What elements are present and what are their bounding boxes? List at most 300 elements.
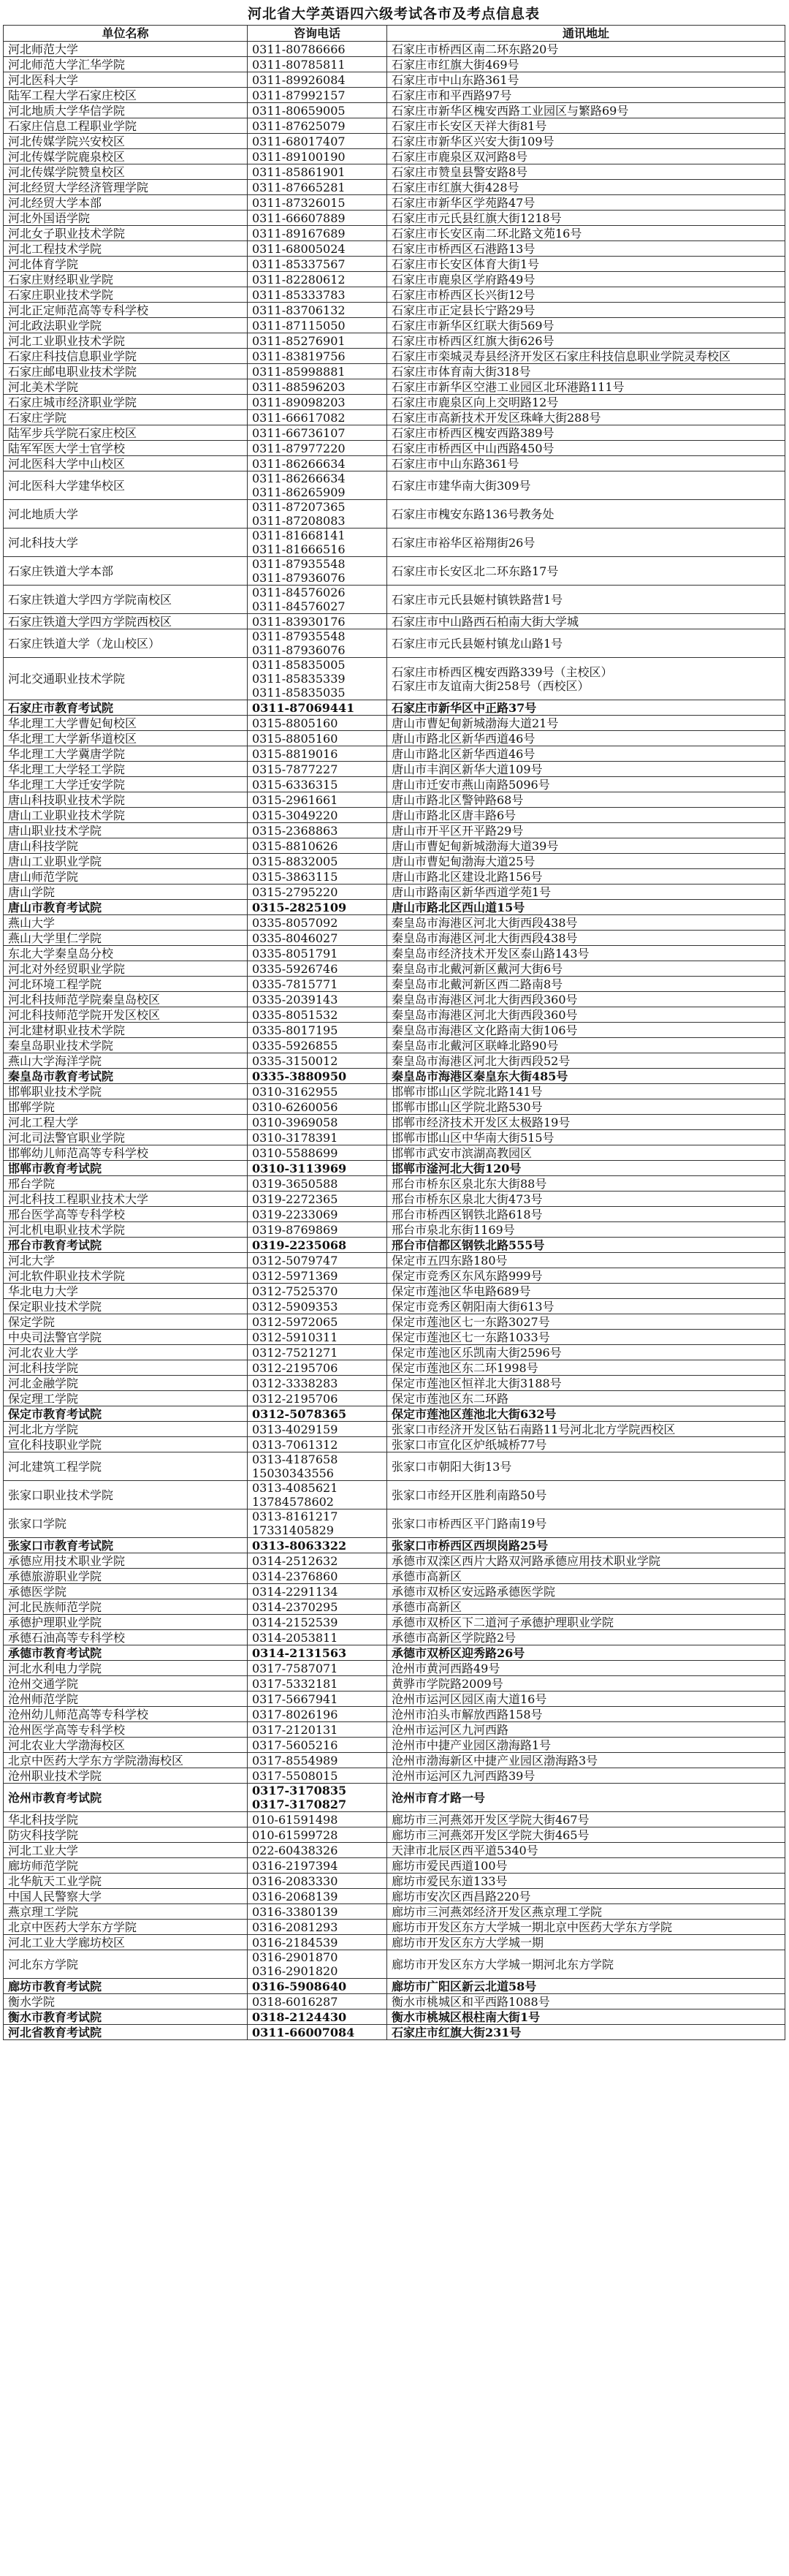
cell-address: 天津市北辰区西平道5340号 <box>387 1843 785 1858</box>
sheet-title: 河北省大学英语四六级考试各市及考点信息表 <box>247 6 540 22</box>
table-row <box>4 1738 785 1753</box>
cell-address: 承德市双桥区迎秀路26号 <box>387 1645 785 1661</box>
cell-phone: 0319-2233069 <box>248 1207 387 1222</box>
cell-unit-name: 河北女子职业技术学院 <box>4 226 248 241</box>
cell-unit-name: 廊坊市教育考试院 <box>4 1979 248 1994</box>
cell-phone: 0311-89926084 <box>248 72 387 88</box>
table-row <box>4 1615 785 1630</box>
table-row <box>4 900 785 915</box>
cell-unit-name: 承德医学院 <box>4 1584 248 1599</box>
cell-address: 唐山市曹妃甸渤海大道25号 <box>387 854 785 869</box>
cell-phone: 0311-89167689 <box>248 226 387 241</box>
cell-phone: 0317-8554989 <box>248 1753 387 1768</box>
cell-phone: 0315-2368863 <box>248 823 387 838</box>
cell-phone: 0310-3178391 <box>248 1130 387 1145</box>
cell-unit-name: 河北经贸大学经济管理学院 <box>4 180 248 195</box>
cell-unit-name: 河北科技师范学院开发区校区 <box>4 1007 248 1023</box>
cell-address: 石家庄市高新技术开发区珠峰大街288号 <box>387 410 785 425</box>
cell-phone: 0311-85998881 <box>248 364 387 379</box>
cell-phone: 0311-85333783 <box>248 287 387 303</box>
table-row <box>4 164 785 180</box>
cell-phone: 0310-5588699 <box>248 1145 387 1161</box>
cell-unit-name: 沧州幼儿师范高等专科学校 <box>4 1707 248 1722</box>
table-row <box>4 557 785 586</box>
cell-unit-name: 石家庄信息工程职业学院 <box>4 118 248 134</box>
cell-phone: 0317-5667941 <box>248 1692 387 1707</box>
cell-phone: 0315-8810626 <box>248 838 387 854</box>
cell-address: 沧州市中捷产业园区渤海路1号 <box>387 1738 785 1753</box>
table-row <box>4 1130 785 1145</box>
table-row <box>4 1406 785 1422</box>
cell-unit-name: 邯郸幼儿师范高等专科学校 <box>4 1145 248 1161</box>
cell-unit-name: 河北医科大学中山校区 <box>4 456 248 471</box>
cell-unit-name: 河北软件职业技术学院 <box>4 1268 248 1284</box>
cell-unit-name: 唐山学院 <box>4 884 248 900</box>
cell-unit-name: 河北科技学院 <box>4 1360 248 1376</box>
cell-unit-name: 衡水学院 <box>4 1994 248 2009</box>
table-row <box>4 303 785 318</box>
table-row <box>4 1722 785 1738</box>
table-row <box>4 1238 785 1253</box>
table-row <box>4 854 785 869</box>
cell-unit-name: 河北农业大学渤海校区 <box>4 1738 248 1753</box>
table-row <box>4 762 785 777</box>
cell-unit-name: 张家口职业技术学院 <box>4 1481 248 1509</box>
table-row <box>4 1437 785 1452</box>
cell-unit-name: 华北理工大学冀唐学院 <box>4 746 248 762</box>
table-row <box>4 884 785 900</box>
cell-phone-line: 0311-81666516 <box>252 542 346 556</box>
cell-phone: 0314-2370295 <box>248 1599 387 1615</box>
cell-unit-name: 河北政法职业学院 <box>4 318 248 333</box>
table-row <box>4 1904 785 1920</box>
cell-address: 秦皇岛市北戴河新区戴河大街6号 <box>387 961 785 977</box>
cell-phone: 0311-87069441 <box>248 700 387 716</box>
cell-address: 石家庄市栾城灵寿县经济开发区石家庄科技信息职业学院灵寿校区 <box>387 349 785 364</box>
cell-phone-line: 0311-86266634 <box>252 471 346 485</box>
table-row <box>4 180 785 195</box>
cell-phone <box>248 500 387 529</box>
cell-unit-name: 邢台市教育考试院 <box>4 1238 248 1253</box>
cell-phone: 0315-8805160 <box>248 716 387 731</box>
cell-phone: 0310-3162955 <box>248 1084 387 1099</box>
cell-address: 石家庄市裕华区裕翔街26号 <box>387 529 785 557</box>
cell-address: 石家庄市长安区体育大街1号 <box>387 257 785 272</box>
table-row <box>4 57 785 72</box>
cell-phone: 0315-8819016 <box>248 746 387 762</box>
cell-address: 邢台市信都区钢铁北路555号 <box>387 1238 785 1253</box>
cell-phone: 0317-5508015 <box>248 1768 387 1784</box>
cell-address: 石家庄市元氏县姬村镇铁路营1号 <box>387 586 785 614</box>
table-row <box>4 529 785 557</box>
cell-phone: 0335-5926855 <box>248 1038 387 1053</box>
cell-phone: 0311-85276901 <box>248 333 387 349</box>
cell-phone-line: 0311-87208083 <box>252 514 346 528</box>
cell-address: 廊坊市安次区西昌路220号 <box>387 1889 785 1904</box>
table-row <box>4 1768 785 1784</box>
cell-address: 邯郸市经济技术开发区太极路19号 <box>387 1115 785 1130</box>
cell-phone: 0319-3650588 <box>248 1176 387 1192</box>
cell-phone-line: 0311-87935548 <box>252 557 346 571</box>
cell-unit-name: 燕山大学 <box>4 915 248 931</box>
cell-unit-name: 沧州交通学院 <box>4 1676 248 1692</box>
cell-unit-name: 河北正定师范高等专科学校 <box>4 303 248 318</box>
cell-unit-name: 河北外国语学院 <box>4 211 248 226</box>
table-row <box>4 1253 785 1268</box>
cell-phone: 0311-68017407 <box>248 134 387 149</box>
table-row <box>4 1284 785 1299</box>
cell-address: 保定市竞秀区朝阳南大街613号 <box>387 1299 785 1314</box>
table-row <box>4 364 785 379</box>
cell-address: 沧州市渤海新区中捷产业园区渤海路3号 <box>387 1753 785 1768</box>
cell-unit-name: 河北大学 <box>4 1253 248 1268</box>
cell-phone: 0317-8026196 <box>248 1707 387 1722</box>
cell-phone <box>248 1481 387 1509</box>
table-row <box>4 1538 785 1553</box>
cell-phone: 0314-2291134 <box>248 1584 387 1599</box>
cell-phone: 0335-8017195 <box>248 1023 387 1038</box>
cell-address: 沧州市运河区九河西路39号 <box>387 1768 785 1784</box>
cell-address: 秦皇岛市海港区河北大街西段438号 <box>387 931 785 946</box>
table-row <box>4 946 785 961</box>
cell-unit-name: 沧州医学高等专科学校 <box>4 1722 248 1738</box>
cell-address: 石家庄市鹿泉区双河路8号 <box>387 149 785 164</box>
table-row <box>4 1979 785 1994</box>
table-row <box>4 792 785 808</box>
cell-unit-name: 北京中医药大学东方学院渤海校区 <box>4 1753 248 1768</box>
table-row <box>4 1345 785 1360</box>
cell-unit-name: 华北理工大学轻工学院 <box>4 762 248 777</box>
table-row <box>4 1599 785 1615</box>
cell-phone-line: 15030343556 <box>252 1466 334 1480</box>
table-row <box>4 500 785 529</box>
cell-address: 石家庄市新华区兴安大街109号 <box>387 134 785 149</box>
table-row <box>4 731 785 746</box>
cell-address: 张家口市桥西区平门路南19号 <box>387 1509 785 1538</box>
cell-unit-name: 燕山大学里仁学院 <box>4 931 248 946</box>
cell-phone: 0310-3969058 <box>248 1115 387 1130</box>
cell-unit-name: 唐山科技学院 <box>4 838 248 854</box>
cell-unit-name: 唐山师范学院 <box>4 869 248 884</box>
cell-unit-name: 石家庄城市经济职业学院 <box>4 395 248 410</box>
cell-phone: 0315-3863115 <box>248 869 387 884</box>
cell-unit-name: 河北传媒学院兴安校区 <box>4 134 248 149</box>
table-row <box>4 425 785 441</box>
table-row <box>4 1569 785 1584</box>
cell-phone: 0312-5078365 <box>248 1406 387 1422</box>
cell-unit-name: 河北工业大学 <box>4 1843 248 1858</box>
cell-address: 沧州市育才路一号 <box>387 1784 785 1812</box>
cell-phone: 0310-3113969 <box>248 1161 387 1176</box>
cell-address: 石家庄市元氏县红旗大街1218号 <box>387 211 785 226</box>
cell-phone: 0312-7521271 <box>248 1345 387 1360</box>
table-row <box>4 1645 785 1661</box>
cell-address: 张家口市桥西区西坝岗路25号 <box>387 1538 785 1553</box>
cell-address: 石家庄市长安区南二环北路文苑16号 <box>387 226 785 241</box>
header-phone: 咨询电话 <box>248 26 387 42</box>
cell-phone: 0312-5910311 <box>248 1330 387 1345</box>
cell-address: 廊坊市三河燕郊开发区学院大街467号 <box>387 1812 785 1827</box>
table-row <box>4 700 785 716</box>
cell-unit-name: 保定理工学院 <box>4 1391 248 1406</box>
cell-unit-name: 唐山职业技术学院 <box>4 823 248 838</box>
table-row <box>4 1874 785 1889</box>
cell-address: 邯郸市武安市滨湖高教园区 <box>387 1145 785 1161</box>
cell-unit-name: 保定市教育考试院 <box>4 1406 248 1422</box>
table-row <box>4 2009 785 2025</box>
table-row <box>4 1084 785 1099</box>
cell-phone: 0335-7815771 <box>248 977 387 992</box>
cell-address: 廊坊市三河燕郊经济开发区燕京理工学院 <box>387 1904 785 1920</box>
cell-unit-name: 东北大学秦皇岛分校 <box>4 946 248 961</box>
cell-phone: 0311-87665281 <box>248 180 387 195</box>
cell-unit-name: 河北建筑工程学院 <box>4 1452 248 1481</box>
cell-address: 沧州市泊头市解放西路158号 <box>387 1707 785 1722</box>
cell-address: 石家庄市鹿泉区向上交明路12号 <box>387 395 785 410</box>
table-row <box>4 272 785 287</box>
cell-address: 廊坊市开发区东方大学城一期北京中医药大学东方学院 <box>387 1920 785 1935</box>
cell-address: 石家庄市中山东路361号 <box>387 72 785 88</box>
cell-phone <box>248 629 387 658</box>
cell-address: 秦皇岛市海港区秦皇东大街485号 <box>387 1069 785 1084</box>
table-row <box>4 333 785 349</box>
cell-unit-name: 陆军步兵学院石家庄校区 <box>4 425 248 441</box>
cell-phone: 0311-82280612 <box>248 272 387 287</box>
cell-address: 邯郸市滏河北大街120号 <box>387 1161 785 1176</box>
table-row <box>4 658 785 700</box>
cell-unit-name: 张家口市教育考试院 <box>4 1538 248 1553</box>
cell-address: 承德市双桥区安远路承德医学院 <box>387 1584 785 1599</box>
cell-phone: 0335-3150012 <box>248 1053 387 1069</box>
cell-address: 秦皇岛市海港区河北大街西段52号 <box>387 1053 785 1069</box>
cell-unit-name: 承德旅游职业学院 <box>4 1569 248 1584</box>
cell-phone: 0312-5079747 <box>248 1253 387 1268</box>
cell-phone: 0316-2068139 <box>248 1889 387 1904</box>
cell-address: 秦皇岛市海港区河北大街西段360号 <box>387 992 785 1007</box>
table-row <box>4 1481 785 1509</box>
cell-address: 邯郸市邯山区学院北路141号 <box>387 1084 785 1099</box>
cell-phone: 0315-3049220 <box>248 808 387 823</box>
cell-unit-name: 防灾科技学院 <box>4 1827 248 1843</box>
cell-phone: 0317-2120131 <box>248 1722 387 1738</box>
cell-address: 廊坊市爱民西道100号 <box>387 1858 785 1874</box>
cell-unit-name: 河北民族师范学院 <box>4 1599 248 1615</box>
cell-unit-name: 邢台医学高等专科学校 <box>4 1207 248 1222</box>
table-row <box>4 1069 785 1084</box>
cell-phone: 0335-3880950 <box>248 1069 387 1084</box>
info-table-body <box>4 26 785 2040</box>
table-row <box>4 1176 785 1192</box>
table-row <box>4 1584 785 1599</box>
cell-unit-name: 华北理工大学新华道校区 <box>4 731 248 746</box>
table-row <box>4 1207 785 1222</box>
cell-phone: 0316-2184539 <box>248 1935 387 1950</box>
table-row <box>4 1314 785 1330</box>
table-row <box>4 1360 785 1376</box>
cell-address: 廊坊市开发区东方大学城一期 <box>387 1935 785 1950</box>
table-row <box>4 1920 785 1935</box>
cell-phone-line: 0313-8161217 <box>252 1509 338 1523</box>
cell-phone-line: 0311-85835339 <box>252 672 346 686</box>
cell-unit-name: 华北电力大学 <box>4 1284 248 1299</box>
cell-phone: 0311-89098203 <box>248 395 387 410</box>
table-row <box>4 1692 785 1707</box>
cell-address: 石家庄市槐安东路136号教务处 <box>387 500 785 529</box>
cell-phone <box>248 1452 387 1481</box>
table-row <box>4 1676 785 1692</box>
cell-phone: 0311-80786666 <box>248 42 387 57</box>
table-row <box>4 1812 785 1827</box>
cell-phone: 0319-2235068 <box>248 1238 387 1253</box>
cell-phone-line: 0311-85835005 <box>252 658 346 672</box>
cell-address: 保定市莲池区华电路689号 <box>387 1284 785 1299</box>
cell-unit-name: 河北地质大学华信学院 <box>4 103 248 118</box>
cell-unit-name: 河北环境工程学院 <box>4 977 248 992</box>
cell-phone: 0314-2512632 <box>248 1553 387 1569</box>
cell-unit-name: 承德应用技术职业学院 <box>4 1553 248 1569</box>
table-row <box>4 195 785 211</box>
cell-phone-line: 0316-2901820 <box>252 1964 338 1978</box>
cell-unit-name: 邯郸职业技术学院 <box>4 1084 248 1099</box>
cell-phone <box>248 1950 387 1979</box>
cell-phone: 0316-3380139 <box>248 1904 387 1920</box>
cell-address-line: 石家庄市友谊南大街258号（西校区） <box>392 678 590 693</box>
cell-unit-name: 河北体育学院 <box>4 257 248 272</box>
table-row <box>4 379 785 395</box>
table-row <box>4 241 785 257</box>
header-name: 单位名称 <box>4 26 248 42</box>
cell-phone: 0311-85861901 <box>248 164 387 180</box>
cell-phone: 0312-5972065 <box>248 1314 387 1330</box>
cell-phone <box>248 471 387 500</box>
cell-address: 衡水市桃城区根柱南大街1号 <box>387 2009 785 2025</box>
cell-unit-name: 石家庄邮电职业技术学院 <box>4 364 248 379</box>
cell-unit-name: 石家庄财经职业学院 <box>4 272 248 287</box>
table-row <box>4 118 785 134</box>
table-row <box>4 1038 785 1053</box>
cell-address: 石家庄市桥西区槐安西路389号 <box>387 425 785 441</box>
cell-unit-name: 石家庄职业技术学院 <box>4 287 248 303</box>
cell-phone: 0312-2195706 <box>248 1360 387 1376</box>
cell-phone: 0310-6260056 <box>248 1099 387 1115</box>
cell-phone: 0315-7877227 <box>248 762 387 777</box>
cell-phone: 0317-5605216 <box>248 1738 387 1753</box>
cell-unit-name: 廊坊师范学院 <box>4 1858 248 1874</box>
cell-address: 张家口市经济开发区钻石南路11号河北北方学院西校区 <box>387 1422 785 1437</box>
cell-phone: 0317-5332181 <box>248 1676 387 1692</box>
table-row <box>4 456 785 471</box>
cell-unit-name: 承德石油高等专科学校 <box>4 1630 248 1645</box>
table-row <box>4 226 785 241</box>
cell-address: 廊坊市爱民东道133号 <box>387 1874 785 1889</box>
table-row <box>4 1707 785 1722</box>
cell-address: 廊坊市三河燕郊开发区学院大街465号 <box>387 1827 785 1843</box>
cell-address: 张家口市经开区胜利南路50号 <box>387 1481 785 1509</box>
cell-address: 唐山市路北区警钟路68号 <box>387 792 785 808</box>
cell-unit-name: 河北北方学院 <box>4 1422 248 1437</box>
cell-address: 保定市莲池区乐凯南大街2596号 <box>387 1345 785 1360</box>
cell-address: 沧州市运河区九河西路 <box>387 1722 785 1738</box>
cell-address: 廊坊市开发区东方大学城一期河北东方学院 <box>387 1950 785 1979</box>
cell-address: 保定市莲池区七一东路1033号 <box>387 1330 785 1345</box>
cell-phone: 0314-2053811 <box>248 1630 387 1645</box>
table-row <box>4 1192 785 1207</box>
table-row <box>4 1553 785 1569</box>
table-row <box>4 1753 785 1768</box>
cell-phone: 0335-8046027 <box>248 931 387 946</box>
table-row <box>4 931 785 946</box>
cell-unit-name: 河北农业大学 <box>4 1345 248 1360</box>
cell-phone: 0311-66617082 <box>248 410 387 425</box>
cell-unit-name: 唐山工业职业技术学院 <box>4 808 248 823</box>
cell-address: 保定市莲池区东二环1998号 <box>387 1360 785 1376</box>
cell-phone: 0318-2124430 <box>248 2009 387 2025</box>
table-row <box>4 1843 785 1858</box>
cell-phone: 0311-83706132 <box>248 303 387 318</box>
cell-unit-name: 秦皇岛市教育考试院 <box>4 1069 248 1084</box>
cell-unit-name: 石家庄学院 <box>4 410 248 425</box>
cell-address: 邯郸市邯山区中华南大街515号 <box>387 1130 785 1145</box>
header-address: 通讯地址 <box>387 26 785 42</box>
cell-address: 秦皇岛市海港区文化路南大街106号 <box>387 1023 785 1038</box>
cell-unit-name: 北华航天工业学院 <box>4 1874 248 1889</box>
cell-phone: 0313-8063322 <box>248 1538 387 1553</box>
cell-unit-name: 河北师范大学 <box>4 42 248 57</box>
cell-phone: 0316-5908640 <box>248 1979 387 1994</box>
cell-phone: 0335-8051791 <box>248 946 387 961</box>
cell-address: 廊坊市广阳区新云北道58号 <box>387 1979 785 1994</box>
cell-unit-name: 陆军军医大学士官学校 <box>4 441 248 456</box>
table-row <box>4 471 785 500</box>
table-row <box>4 1630 785 1645</box>
table-row <box>4 716 785 731</box>
cell-phone-line: 0311-87936076 <box>252 571 346 585</box>
cell-phone: 0312-5971369 <box>248 1268 387 1284</box>
cell-phone: 0311-66607889 <box>248 211 387 226</box>
table-row <box>4 1994 785 2009</box>
table-row <box>4 869 785 884</box>
table-row <box>4 1330 785 1345</box>
info-table <box>3 25 785 2040</box>
cell-unit-name: 河北科技大学 <box>4 529 248 557</box>
cell-unit-name: 石家庄铁道大学四方学院南校区 <box>4 586 248 614</box>
cell-address: 唐山市路南区新华西道学苑1号 <box>387 884 785 900</box>
table-row <box>4 1099 785 1115</box>
table-row <box>4 1950 785 1979</box>
table-row <box>4 1115 785 1130</box>
table-row <box>4 586 785 614</box>
cell-unit-name: 河北工业大学廊坊校区 <box>4 1935 248 1950</box>
cell-address: 秦皇岛市北戴河区联峰北路90号 <box>387 1038 785 1053</box>
cell-unit-name: 华北理工大学迁安学院 <box>4 777 248 792</box>
table-row <box>4 257 785 272</box>
cell-phone: 0311-66007084 <box>248 2025 387 2040</box>
table-row <box>4 1391 785 1406</box>
cell-unit-name: 秦皇岛职业技术学院 <box>4 1038 248 1053</box>
cell-unit-name: 承德护理职业学院 <box>4 1615 248 1630</box>
cell-phone-line: 0317-3170835 <box>252 1784 347 1797</box>
cell-phone: 0312-7525370 <box>248 1284 387 1299</box>
table-row <box>4 1661 785 1676</box>
cell-phone: 0311-87625079 <box>248 118 387 134</box>
cell-address: 石家庄市桥西区长兴街12号 <box>387 287 785 303</box>
cell-address: 石家庄市中山东路361号 <box>387 456 785 471</box>
cell-address: 保定市莲池区莲池北大街632号 <box>387 1406 785 1422</box>
cell-phone: 0314-2152539 <box>248 1615 387 1630</box>
cell-unit-name: 邯郸学院 <box>4 1099 248 1115</box>
cell-address: 秦皇岛市海港区河北大街西段438号 <box>387 915 785 931</box>
table-row <box>4 42 785 57</box>
